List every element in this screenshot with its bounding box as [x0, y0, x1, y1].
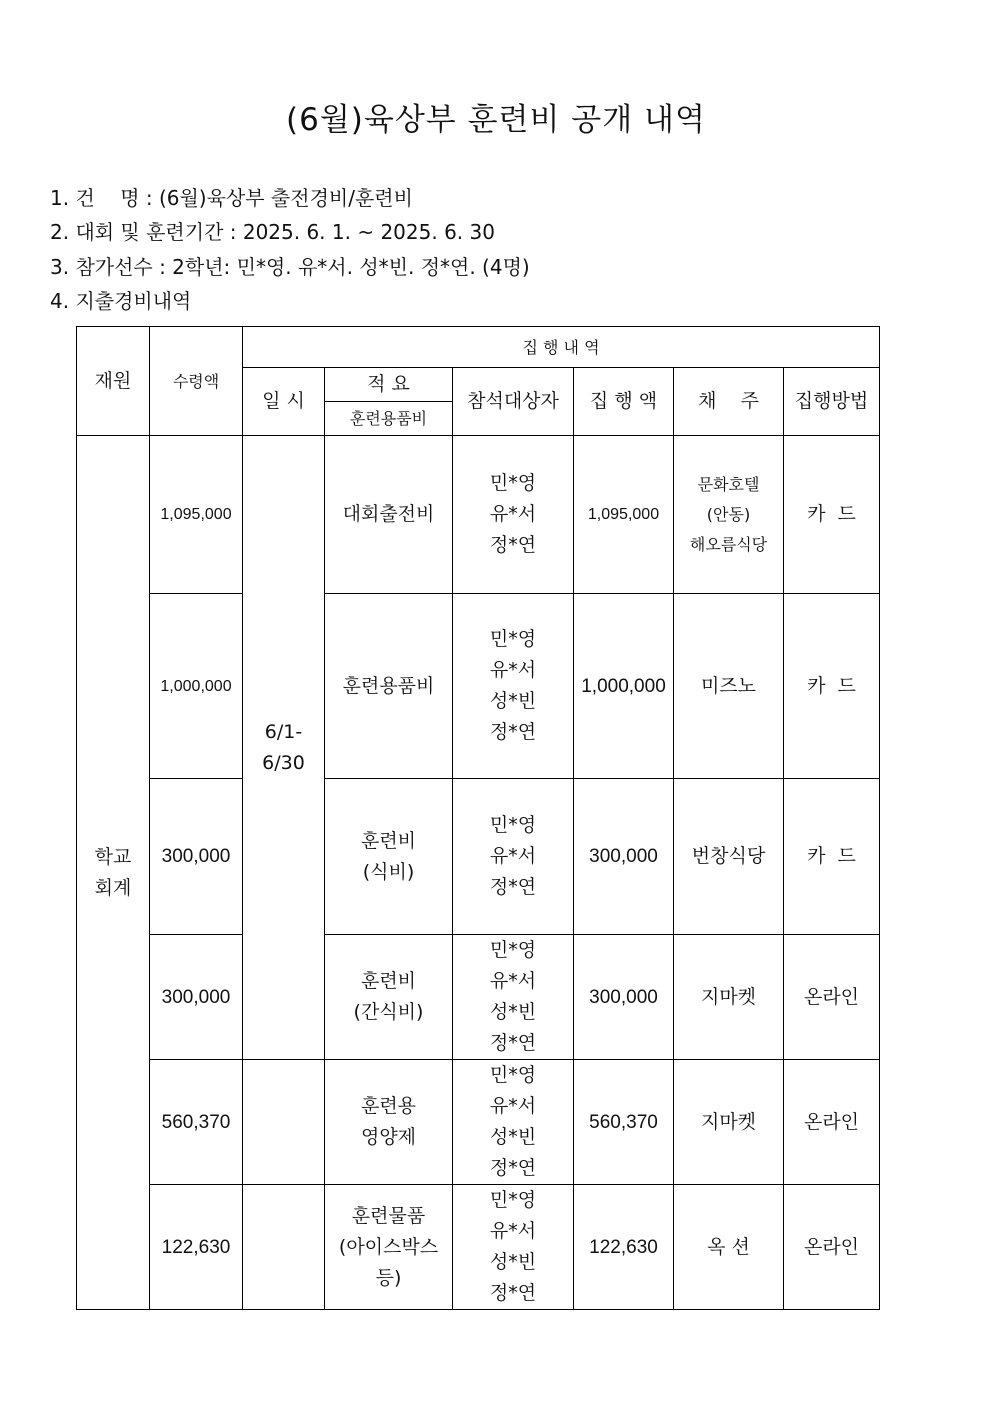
method-cell: 온라인	[784, 1060, 880, 1185]
participant: 유*서	[489, 970, 537, 992]
expense-table	[76, 326, 880, 1310]
received-cell: 300,000	[150, 779, 243, 935]
participant: 성*빈	[489, 1126, 537, 1148]
summary-line: 영양제	[360, 1126, 417, 1148]
date-cell	[243, 436, 325, 1060]
summary-line: 등)	[375, 1266, 402, 1289]
received-cell: 122,630	[150, 1185, 243, 1310]
participants-cell	[453, 779, 574, 935]
creditor-line: 번창식당	[691, 845, 766, 867]
header-participants: 참석대상자	[453, 368, 574, 436]
creditor-line: 옥 션	[707, 1235, 750, 1258]
header-source: 재원	[77, 327, 150, 436]
participant: 민*영	[489, 1064, 537, 1086]
participant: 민*영	[489, 814, 537, 836]
participant: 정*연	[489, 721, 537, 743]
source-cell	[77, 436, 150, 1310]
creditor-cell	[674, 779, 784, 935]
received-cell: 560,370	[150, 1060, 243, 1185]
date-cell-empty	[243, 1060, 325, 1185]
header-method: 집행방법	[784, 368, 880, 436]
summary-cell	[325, 436, 453, 594]
table-row	[77, 935, 880, 1060]
participants-cell	[453, 594, 574, 779]
method-cell: 온라인	[784, 1185, 880, 1310]
header-summary-sub: 훈련용품비	[325, 402, 453, 436]
received-cell: 1,095,000	[150, 436, 243, 594]
participant: 유*서	[489, 845, 537, 867]
summary-line: 훈련비	[360, 829, 417, 852]
table-row	[77, 779, 880, 935]
header-amount: 집 행 액	[574, 368, 674, 436]
amount-cell: 300,000	[574, 779, 674, 935]
summary-cell	[325, 779, 453, 935]
amount-cell: 122,630	[574, 1185, 674, 1310]
summary-line: (식비)	[362, 860, 415, 883]
header-date: 일 시	[243, 368, 325, 436]
source-line: 학교	[94, 845, 132, 868]
summary-cell	[325, 935, 453, 1060]
creditor-line: (안동)	[706, 504, 751, 524]
participants-cell	[453, 1060, 574, 1185]
creditor-cell	[674, 935, 784, 1060]
info-item-period: 2. 대회 및 훈련기간 : 2025. 6. 1. ~ 2025. 6. 30	[50, 220, 495, 244]
method-cell: 카 드	[784, 594, 880, 779]
participant: 정*연	[489, 1032, 537, 1054]
info-item-name: 1. 건 명 : (6월)육상부 출전경비/훈련비	[50, 186, 413, 210]
table-row	[77, 1060, 880, 1185]
info-item-athletes: 3. 참가선수 : 2학년: 민*영. 유*서. 성*빈. 정*연. (4명)	[50, 255, 530, 279]
participant: 민*영	[489, 939, 537, 961]
participant: 민*영	[489, 628, 537, 650]
participants-cell	[453, 935, 574, 1060]
table-row	[77, 594, 880, 779]
participant: 유*서	[489, 659, 537, 681]
participants-cell	[453, 436, 574, 594]
table-row	[77, 436, 880, 594]
creditor-cell	[674, 436, 784, 594]
summary-line: 대회출전비	[342, 503, 435, 525]
amount-cell: 300,000	[574, 935, 674, 1060]
participant: 민*영	[489, 472, 537, 494]
participant: 성*빈	[489, 1001, 537, 1023]
summary-line: (아이스박스	[338, 1235, 439, 1258]
participant: 유*서	[489, 1095, 537, 1117]
creditor-cell	[674, 1060, 784, 1185]
table-row	[77, 1185, 880, 1310]
creditor-line: 지마켓	[700, 985, 757, 1008]
received-cell: 1,000,000	[150, 594, 243, 779]
date-cell-empty	[243, 1185, 325, 1310]
summary-cell	[325, 594, 453, 779]
header-creditor: 채 주	[674, 368, 784, 436]
participant: 민*영	[489, 1189, 537, 1211]
method-cell: 카 드	[784, 779, 880, 935]
amount-cell: 1,095,000	[574, 436, 674, 594]
method-cell: 카 드	[784, 436, 880, 594]
date-line: 6/1-	[264, 720, 303, 743]
participant: 성*빈	[489, 690, 537, 712]
header-received: 수령액	[150, 327, 243, 436]
summary-cell	[325, 1060, 453, 1185]
date-line: 6/30	[262, 751, 305, 774]
page-title: (6월)육상부 훈련비 공개 내역	[286, 102, 706, 138]
creditor-cell	[674, 1185, 784, 1310]
participant: 성*빈	[489, 1251, 537, 1273]
participant: 유*서	[489, 503, 537, 525]
participant: 정*연	[489, 1157, 537, 1179]
creditor-line: 해오름식당	[689, 534, 768, 554]
method-cell: 온라인	[784, 935, 880, 1060]
creditor-line: 지마켓	[700, 1110, 757, 1133]
participant: 정*연	[489, 534, 537, 556]
participant: 정*연	[489, 876, 537, 898]
summary-cell	[325, 1185, 453, 1310]
creditor-line: 미즈노	[700, 674, 757, 697]
participant: 정*연	[489, 1282, 537, 1304]
creditor-line: 문화호텔	[697, 474, 760, 494]
header-summary: 적 요	[325, 368, 453, 402]
info-item-expenses: 4. 지출경비내역	[50, 289, 192, 313]
summary-line: 훈련비	[360, 970, 417, 992]
header-execution: 집 행 내 역	[243, 327, 880, 368]
participants-cell	[453, 1185, 574, 1310]
summary-line: 훈련용	[360, 1095, 417, 1117]
source-line: 회계	[94, 876, 132, 899]
creditor-cell	[674, 594, 784, 779]
amount-cell: 560,370	[574, 1060, 674, 1185]
participant: 유*서	[489, 1220, 537, 1242]
received-cell: 300,000	[150, 935, 243, 1060]
summary-line: 훈련용품비	[342, 674, 435, 697]
amount-cell: 1,000,000	[574, 594, 674, 779]
summary-line: (간식비)	[353, 1001, 424, 1023]
summary-line: 훈련물품	[351, 1204, 426, 1227]
